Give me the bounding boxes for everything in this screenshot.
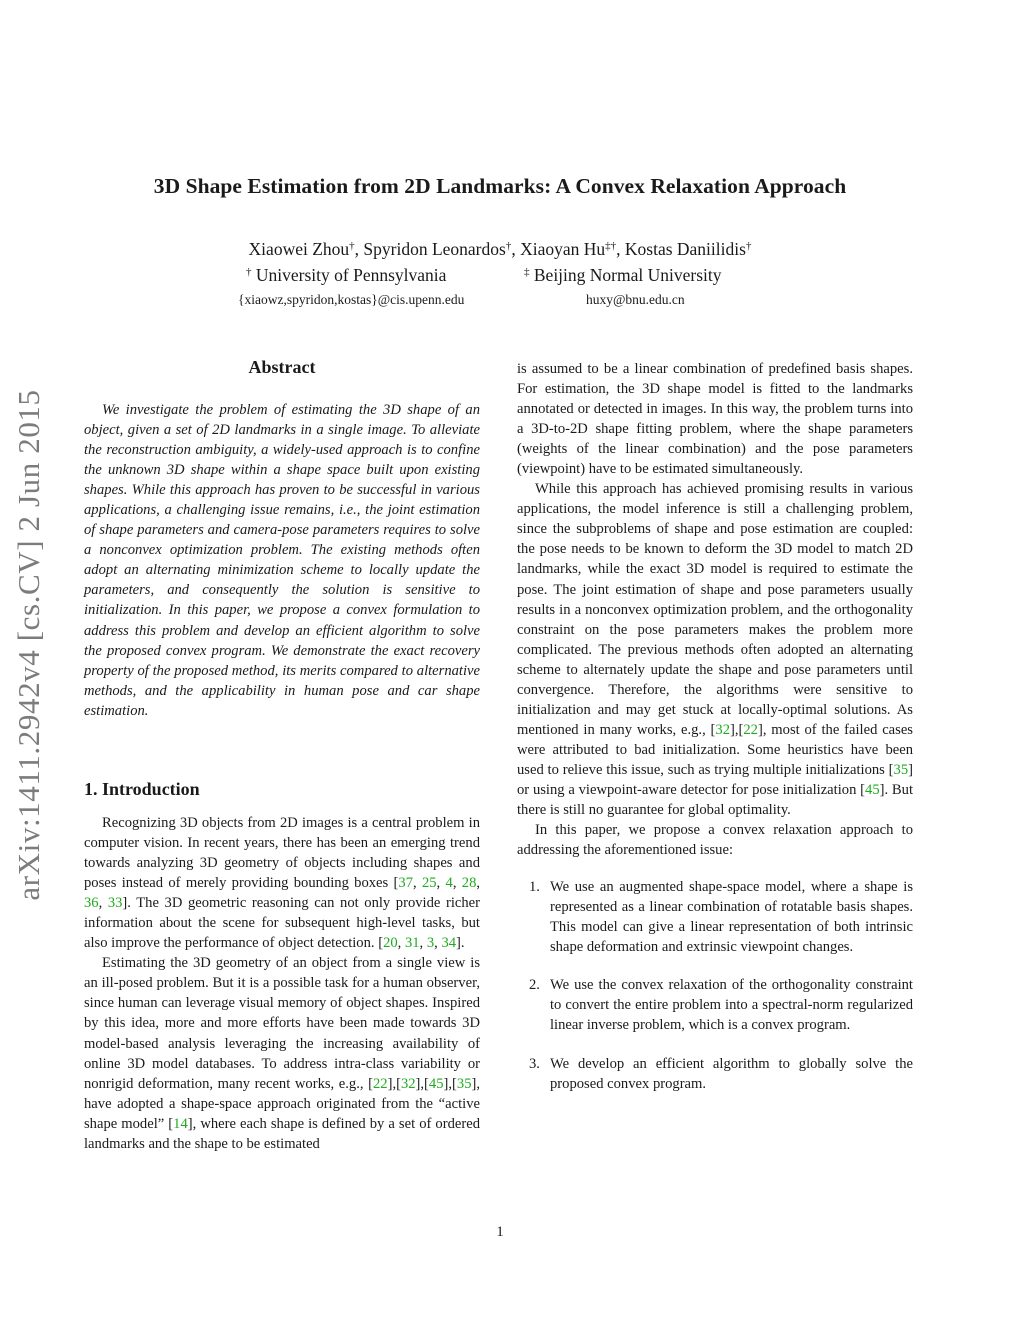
right-column xyxy=(517,359,913,1094)
author-mark: † xyxy=(505,240,512,252)
abstract-heading: Abstract xyxy=(248,357,316,377)
intro-heading: 1. Introduction xyxy=(84,779,200,799)
citation-link[interactable]: 22 xyxy=(372,1075,388,1092)
citation-link[interactable]: 35 xyxy=(456,1075,472,1092)
paper-title: 3D Shape Estimation from 2D Landmarks: A Convex Relaxation Approach xyxy=(153,174,847,198)
citation-link[interactable]: 36 xyxy=(84,895,99,912)
abstract-paragraph: We investigate the problem of estimating the 3D shape of an object, given a set of 2D landmarks in a single image. To alleviate the reconstruction ambiguity, a widely-used approach is to confine the unknown 3D shape within a shape space built upon existing shapes. While this approach has proven to be successful in various applications, a challenging issue remains, i.e., the joint estimation of shape parameters and camera-pose parameters requires to solve a nonconvex optimization problem. The existing methods often adopt an alternating minimization scheme to locally update the parameters, and consequently the solution is sensitive to initialization. In this paper, we propose a convex formulation to address this problem and develop an efficient algorithm to solve the proposed convex program. We demonstrate the exact recovery property of the proposed method, its merits compared to alternative methods, and the applicability in human pose and car shape estimation. xyxy=(84,402,480,719)
intro-left-column xyxy=(84,813,480,1154)
affiliation-upenn xyxy=(246,265,446,286)
right-paragraph-1: is assumed to be a linear combination of predefined basis shapes. For estimation, the 3D shape model is fitted to the landmarks annotated or detected in images. In this way, the problem turns into a 3D-to-2D shape fitting problem, where the shape parameters (weights of the linear combination) and the pose parameters (viewpoint) have to be estimated simultaneously. xyxy=(517,361,913,478)
citation-link[interactable]: 28 xyxy=(461,875,477,892)
contribution-list xyxy=(517,877,913,1093)
contribution-item: 1. We use an augmented shape-space model, where a shape is represented as a linear combination of rotatable basis shapes. This model can give a linear representation of both intrinsic shape deformation and extrinsic viewpoint changes. xyxy=(529,879,913,956)
citation-link[interactable]: 4 xyxy=(445,875,453,892)
email-bnu: huxy@bnu.edu.cn xyxy=(586,292,685,307)
author-name: Spyridon Leonardos xyxy=(363,239,506,259)
citation-link[interactable]: 31 xyxy=(404,935,420,952)
contribution-item: 3. We develop an efficient algorithm to globally solve the proposed convex program. xyxy=(529,1055,913,1092)
author-mark: † xyxy=(349,240,355,252)
citation-link[interactable]: 22 xyxy=(743,721,758,738)
citation-link[interactable]: 33 xyxy=(107,895,123,912)
right-paragraph-3: In this paper, we propose a convex relaxation approach to addressing the aforementioned issue: xyxy=(517,822,913,859)
intro-paragraph-1: Recognizing 3D objects from 2D images is a central problem in computer vision. In recent years, there has been an emerging trend towards analyzing 3D geometry of objects including shapes and poses instead of merely providing bounding boxes [37, 25, 4, 28, 36, 33]. The 3D geometric reasoning can not only provide richer information about the scene for subsequent high-level tasks, but also improve the performance of object detection. [20, 31, 3, 34]. xyxy=(84,815,481,952)
arxiv-side-stamp: arXiv:1411.2942v4 [cs.CV] 2 Jun 2015 xyxy=(11,389,46,901)
author-mark: † xyxy=(745,240,752,252)
citation-link[interactable]: 3 xyxy=(426,935,435,952)
citation-link[interactable]: 32 xyxy=(400,1075,416,1092)
abstract-text xyxy=(84,400,480,721)
affiliation-mark: ‡ xyxy=(524,266,530,278)
intro-paragraph-2: Estimating the 3D geometry of an object from a single view is an ill-posed problem. But it is a possible task for a human observer, since human can leverage visual memory of object shapes. Inspired by this idea, more and more efforts have been made towards 3D model-based analysis leveraging the increasing availability of online 3D model databases. To address intra-class variability or nonrigid deformation, many recent works, e.g., [22],[32],[45],[35], have adopted a shape-space approach originated from the “active shape model” [14], where each shape is defined by a set of ordered landmarks and the shape to be estimated xyxy=(84,955,480,1152)
citation-link[interactable]: 35 xyxy=(893,761,909,778)
citation-link[interactable]: 45 xyxy=(865,781,880,798)
affiliation-bnu xyxy=(524,265,722,286)
citation-link[interactable]: 32 xyxy=(715,721,730,738)
page-number: 1 xyxy=(496,1224,504,1240)
author-mark: ‡† xyxy=(605,240,617,252)
affiliation-mark: † xyxy=(246,266,252,278)
citation-link[interactable]: 45 xyxy=(428,1075,444,1092)
affiliation-name: Beijing Normal University xyxy=(533,265,722,285)
contribution-item: 2. We use the convex relaxation of the orthogonality constraint to convert the entire problem into a spectral-norm regularized linear inverse problem, which is a convex program. xyxy=(529,977,913,1034)
citation-link[interactable]: 25 xyxy=(421,875,437,892)
citation-link[interactable]: 37 xyxy=(398,875,413,892)
citation-link[interactable]: 14 xyxy=(173,1115,188,1132)
author-name: Xiaoyan Hu xyxy=(520,239,606,259)
author-name: Kostas Daniilidis xyxy=(624,239,746,259)
right-paragraph-2: While this approach has achieved promising results in various applications, the model inference is still a challenging problem, since the subproblems of shape and pose estimation are coupled: the pose needs to be known to deform the 3D model to match 2D landmarks, while the exact 3D model is required to estimate the pose. The joint estimation of shape and pose parameters usually results in a nonconvex optimization problem, and the orthogonality constraint on the pose parameters makes the problem more complicated. The previous methods often adopted an alternating scheme to alternately update the shape and pose parameters until convergence. Therefore, the algorithms were sensitive to initialization and may get stuck at locally-optimal solutions. As mentioned in many works, e.g., [32],[22], most of the failed cases were attributed to bad initialization. Some heuristics have been used to relieve this issue, such as trying multiple initializations [35] or using a viewpoint-aware detector for pose initialization [45]. But there is still no guarantee for global optimality. xyxy=(517,481,913,819)
citation-link[interactable]: 20 xyxy=(383,935,398,952)
affiliation-name: University of Pennsylvania xyxy=(255,265,447,285)
citation-link[interactable]: 34 xyxy=(441,935,457,952)
author-name: Xiaowei Zhou xyxy=(248,239,350,259)
email-upenn: {xiaowz,spyridon,kostas}@cis.upenn.edu xyxy=(238,292,465,307)
author-list: Xiaowei Zhou†, Spyridon Leonardos†, Xiaoyan Hu‡†, Kostas Daniilidis† xyxy=(248,239,752,259)
